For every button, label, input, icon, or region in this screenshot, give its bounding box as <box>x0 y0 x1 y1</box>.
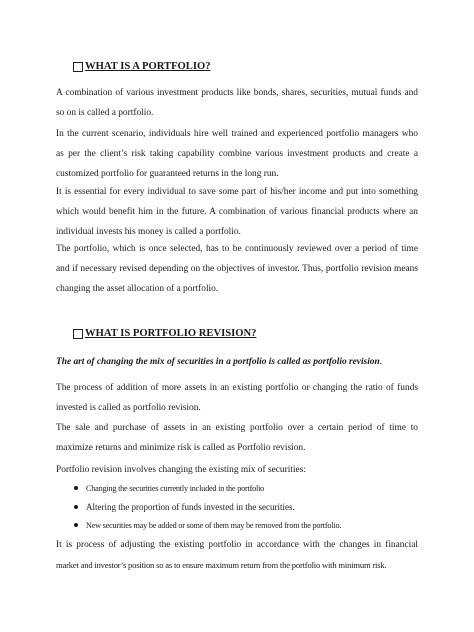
section-heading-revision <box>73 328 256 340</box>
text-line: changing the asset allocation of a portfolio. <box>56 284 219 294</box>
list-item <box>56 498 418 517</box>
bullet-icon <box>74 486 78 490</box>
bullet-icon <box>74 523 78 527</box>
text-line: In the current scenario, individuals hire well trained and experienced portfolio managers who <box>56 129 418 139</box>
list-item-text: Changing the securities currently included in the portfolio <box>86 484 265 493</box>
text-line: It is process of adjusting the existing portfolio in accordance with the changes in financial <box>56 540 418 550</box>
text-line <box>56 352 418 372</box>
text-line: individual invests his money is called a portfolio. <box>56 227 241 237</box>
list-item <box>56 516 418 535</box>
bullet-icon <box>74 505 78 509</box>
definition-text: The art of changing the mix of securities in a portfolio is called as portfolio revision <box>56 357 380 367</box>
section-heading-portfolio <box>73 61 211 73</box>
paragraph-involves <box>56 460 418 480</box>
text-line: The sale and purchase of assets in an existing portfolio over a certain period of time to <box>56 423 418 433</box>
paragraph-addition <box>56 378 418 418</box>
text-line: invested is called as portfolio revision. <box>56 403 201 413</box>
heading-text: WHAT IS PORTFOLIO REVISION? <box>85 328 257 339</box>
list-item-text: Altering the proportion of funds invested in the securities. <box>86 501 295 512</box>
paragraph-revision-intro <box>56 239 418 299</box>
heading-text: WHAT IS A PORTFOLIO? <box>85 61 211 72</box>
text-line: as per the client’s risk taking capability combine various investment products and create a <box>56 149 418 159</box>
list-item-text: New securities may be added or some of them may be removed from the portfolio. <box>86 521 342 530</box>
text-line: A combination of various investment products like bonds, shares, securities, mutual funds and <box>56 88 418 98</box>
checkbox-icon <box>73 329 83 339</box>
checkbox-icon <box>73 62 83 72</box>
text-line: customized portfolio for guaranteed returns in the long run. <box>56 169 279 179</box>
text-line: and if necessary revised depending on the objectives of investor. Thus, portfolio revision means <box>56 264 418 274</box>
text-line: Portfolio revision involves changing the existing mix of securities: <box>56 465 306 475</box>
paragraph-sale-purchase <box>56 418 418 458</box>
paragraph-adjusting <box>56 535 418 575</box>
revision-bullet-list <box>56 479 418 535</box>
text-line: market and investor’s position so as to ensure maximum return from the portfolio with minimum risk. <box>56 560 387 570</box>
text-line: It is essential for every individual to save some part of his/her income and put into something <box>56 187 418 197</box>
text-line: The process of addition of more assets in an existing portfolio or changing the ratio of funds <box>56 383 418 393</box>
list-item <box>56 479 418 498</box>
paragraph-saving <box>56 182 418 242</box>
paragraph-definition-italic <box>56 352 418 372</box>
paragraph-definition <box>56 83 418 123</box>
text-line: which would benefit him in the future. A combination of various financial products where an <box>56 207 418 217</box>
text-line: maximize returns and minimize risk is called as Portfolio revision. <box>56 443 306 453</box>
text-line: so on is called a portfolio. <box>56 108 154 118</box>
text-line: The portfolio, which is once selected, has to be continuously reviewed over a period of time <box>56 244 418 254</box>
definition-period: . <box>379 357 383 367</box>
paragraph-managers <box>56 124 418 184</box>
